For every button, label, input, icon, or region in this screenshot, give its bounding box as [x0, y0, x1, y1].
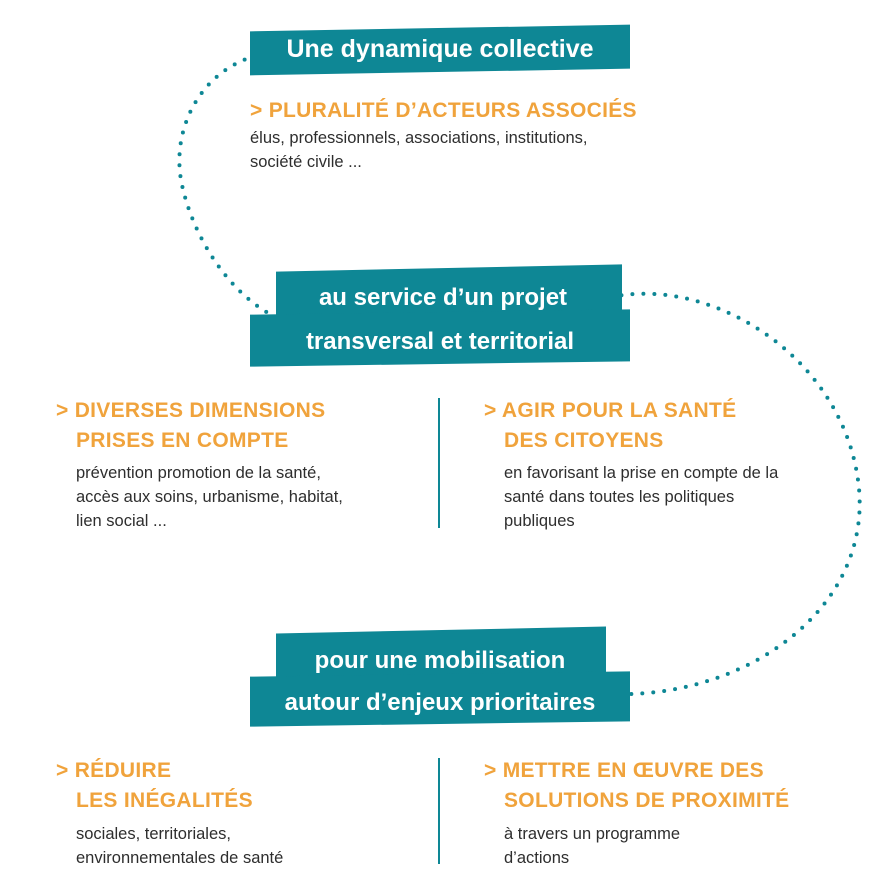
mettre-heading-line2: SOLUTIONS DE PROXIMITÉ	[504, 789, 790, 812]
banner-middle-text-line2: transversal et territorial	[305, 328, 575, 355]
dimensions-text-line3: lien social ...	[76, 512, 167, 530]
pluralite-text-line2: société civile ...	[250, 153, 362, 171]
mettre-heading-line1: > METTRE EN ŒUVRE DES	[484, 759, 764, 782]
pluralite-heading: > PLURALITÉ D’ACTEURS ASSOCIÉS	[250, 99, 637, 122]
reduire-text-line1: sociales, territoriales,	[76, 825, 231, 843]
banner-middle	[250, 268, 630, 364]
banner-bottom-text-line1: pour une mobilisation	[314, 647, 566, 674]
agir-text-line3: publiques	[504, 512, 575, 530]
agir-text-line2: santé dans toutes les politiques	[504, 488, 735, 506]
divider-upper	[438, 398, 440, 528]
mettre-text-line1: à travers un programme	[504, 825, 681, 843]
reduire-heading-line1: > RÉDUIRE	[56, 759, 172, 782]
pluralite-text-line1: élus, professionnels, associations, institutions,	[250, 129, 588, 147]
banner-top	[250, 24, 630, 74]
reduire-text-line2: environnementales de santé	[76, 849, 284, 867]
dimensions-text-line2: accès aux soins, urbanisme, habitat,	[76, 488, 343, 506]
agir-text-line1: en favorisant la prise en compte de la	[504, 464, 779, 482]
divider-lower	[438, 758, 440, 864]
banner-top-text: Une dynamique collective	[286, 35, 594, 63]
banner-middle-text-line1: au service d’un projet	[318, 284, 568, 311]
dimensions-text-line1: prévention promotion de la santé,	[76, 464, 321, 482]
dimensions-heading-line1: > DIVERSES DIMENSIONS	[56, 399, 326, 422]
banner-bottom-text-line2: autour d’enjeux prioritaires	[284, 689, 596, 716]
dimensions-heading-line2: PRISES EN COMPTE	[76, 429, 289, 452]
mettre-text-line2: d’actions	[504, 849, 570, 867]
banner-bottom	[250, 630, 630, 724]
agir-heading-line1: > AGIR POUR LA SANTÉ	[484, 399, 737, 422]
agir-heading-line2: DES CITOYENS	[504, 429, 664, 452]
reduire-heading-line2: LES INÉGALITÉS	[76, 789, 253, 812]
